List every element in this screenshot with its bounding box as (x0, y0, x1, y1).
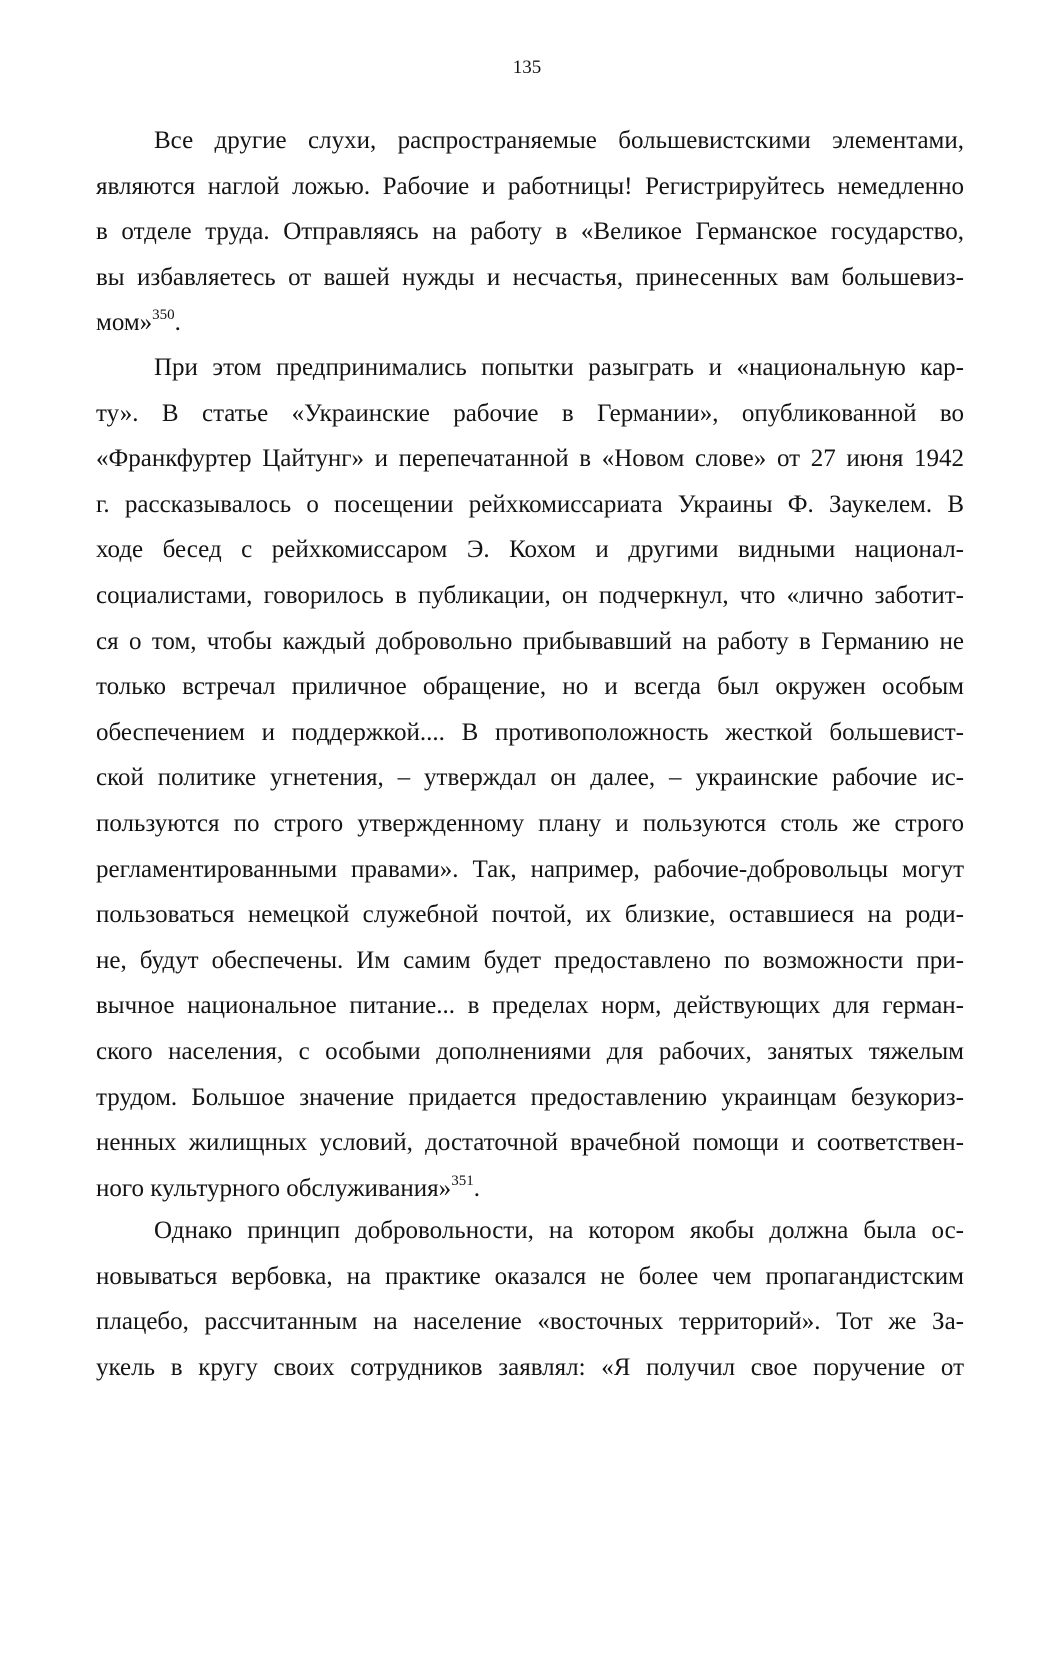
paragraph-1 (96, 118, 964, 346)
line-end-punct: . (174, 309, 181, 337)
text-line: ходе бесед с рейхкомиссаром Э. Кохом и другими видными национал- (96, 536, 964, 564)
text-line: не, будут обеспечены. Им самим будет предоставлено по возможности при- (96, 946, 964, 974)
text-line: вычное национальное питание... в пределах норм, действующих для герман- (96, 992, 964, 1020)
line-text: мом» (96, 309, 153, 337)
text-line (96, 1166, 964, 1212)
line-end-punct: . (473, 1174, 480, 1202)
text-line: ту». В статье «Украинские рабочие в Германии», опубликованной во (96, 399, 964, 427)
page-number: 135 (512, 57, 542, 78)
text-line: новываться вербовка, на практике оказался не более чем пропагандистским (96, 1262, 964, 1290)
text-line: вы избавляетесь от вашей нужды и несчастья, принесенных вам большевиз- (96, 263, 964, 291)
paragraph-2 (96, 345, 964, 1211)
line-text: ного культурного обслуживания» (96, 1174, 452, 1202)
paragraph-3 (96, 1208, 964, 1390)
footnote-ref-351: 351 (451, 1172, 474, 1189)
text-line: являются наглой ложью. Рабочие и работницы! Регистрируйтесь немедленно (96, 172, 964, 200)
text-line: пользуются по строго утвержденному плану и пользуются столь же строго (96, 809, 964, 837)
text-line (96, 300, 964, 346)
text-line: «Франкфуртер Цайтунг» и перепечатанной в «Новом слове» от 27 июня 1942 (96, 445, 964, 473)
text-line: укель в кругу своих сотрудников заявлял: «Я получил свое поручение от (96, 1353, 964, 1381)
text-line: регламентированными правами». Так, например, рабочие-добровольцы могут (96, 855, 964, 883)
text-line: ского населения, с особыми дополнениями для рабочих, занятых тяжелым (96, 1037, 964, 1065)
text-line: плацебо, рассчитанным на население «восточных территорий». Тот же За- (96, 1308, 964, 1336)
text-line: в отделе труда. Отправляясь на работу в «Великое Германское государство, (96, 218, 964, 246)
text-line: трудом. Большое значение придается предоставлению украинцам безукориз- (96, 1083, 964, 1111)
text-line: ской политике угнетения, – утверждал он далее, – украинские рабочие ис- (96, 764, 964, 792)
text-line: ненных жилищных условий, достаточной врачебной помощи и соответствен- (96, 1129, 964, 1157)
text-line: ся о том, чтобы каждый добровольно прибывавший на работу в Германию не (96, 627, 964, 655)
text-line: г. рассказывалось о посещении рейхкомиссариата Украины Ф. Заукелем. В (96, 490, 964, 518)
text-line: только встречал приличное обращение, но и всегда был окружен особым (96, 673, 964, 701)
text-line: При этом предпринимались попытки разыграть и «национальную кар- (154, 354, 964, 381)
text-line: пользоваться немецкой служебной почтой, их близкие, оставшиеся на роди- (96, 901, 964, 929)
text-line: социалистами, говорилось в публикации, он подчеркнул, что «лично заботит- (96, 581, 964, 609)
text-line: обеспечением и поддержкой.... В противоположность жесткой большевист- (96, 718, 964, 746)
text-line: Все другие слухи, распространяемые большевистскими элементами, (154, 127, 964, 154)
text-line: Однако принцип добровольности, на котором якобы должна была ос- (154, 1217, 964, 1244)
footnote-ref-350: 350 (152, 307, 175, 324)
